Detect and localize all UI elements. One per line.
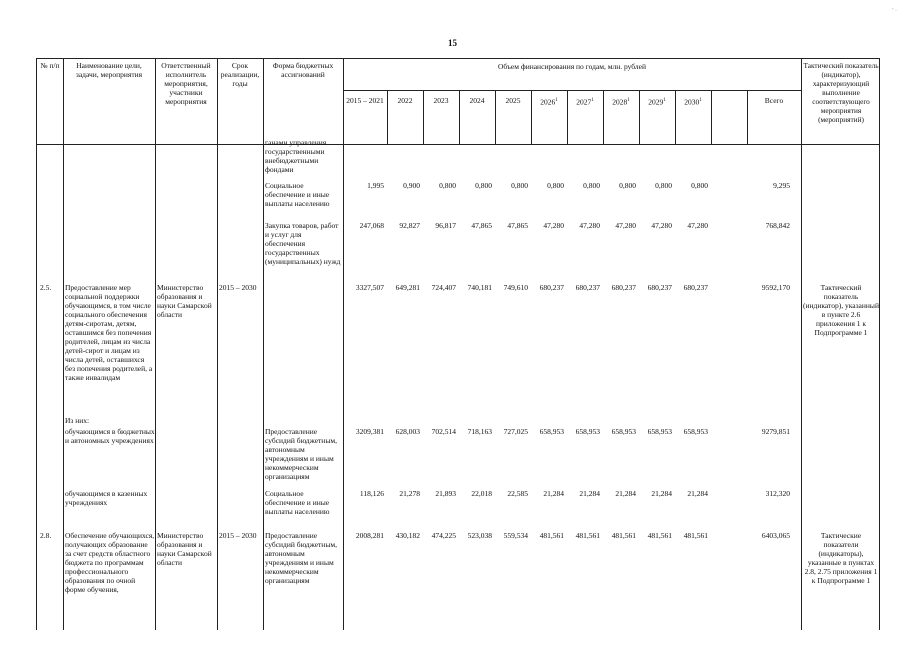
header-form: Форма бюджетных ассигнований [272, 61, 334, 79]
value-cell: 0,800 [511, 181, 528, 190]
value-cell: 0,800 [691, 181, 708, 190]
value-cell: 9,295 [773, 181, 790, 190]
value-cell: 658,953 [539, 427, 564, 436]
value-cell: 21,284 [651, 489, 672, 498]
value-cell: 727,025 [503, 427, 528, 436]
term-cell: 2015 – 2030 [219, 531, 257, 540]
indicator-cell: Тактические показатели (индикаторы), указанные в пунктах 2.8, 2.75 приложения 1 к Подпрограмме 1 [804, 531, 878, 585]
value-cell: 0,800 [439, 181, 456, 190]
form-cell: Предоставление субсидий бюджетным, автономным учреждениям и иным некоммерческим организациям [265, 531, 337, 585]
value-cell: 481,561 [539, 531, 564, 540]
value-cell: 47,280 [615, 221, 636, 230]
value-cell: 47,865 [471, 221, 492, 230]
value-cell: 1,995 [367, 181, 384, 190]
year-2022: 2022 [397, 96, 413, 105]
year-2015-2021: 2015 – 2021 [346, 96, 384, 105]
year-2025: 2025 [505, 96, 521, 105]
value-cell: 47,280 [651, 221, 672, 230]
financing-table [36, 58, 880, 658]
value-cell: 21,278 [399, 489, 420, 498]
value-cell: 47,280 [543, 221, 564, 230]
form-cell: ганами управления государственными внебюджетными фондами [265, 138, 327, 174]
header-responsible: Ответственный исполнитель мероприятия, участники мероприятия [161, 61, 211, 106]
value-cell: 118,126 [359, 489, 384, 498]
term-cell: 2015 – 2030 [219, 283, 257, 292]
table-border [36, 144, 880, 145]
value-cell: 481,561 [575, 531, 600, 540]
measure-name: Предоставление мер социальной поддержки обучающимся, в том числе социального обеспечения детям-сиротам, детям, оставшимся без попечения родителей, лицам из числа детей-сирот и лицам из числа детей, оставшихся без попечения родителей, а также инвалидам [65, 283, 153, 382]
value-cell: 21,284 [687, 489, 708, 498]
value-cell: 649,281 [395, 283, 420, 292]
value-cell: 702,514 [431, 427, 456, 436]
year-2028: 2028$^1$ [612, 97, 630, 107]
year-2030: 2030$^1$ [684, 97, 702, 107]
page-number: 15 [448, 38, 457, 48]
measure-name: обучающимся в бюджетных и автономных учреждениях [65, 427, 155, 445]
indicator-cell: Тактический показатель (индикатор), указанный в пункте 2.6 приложения 1 к Подпрограмме 1 [803, 283, 879, 337]
header-no: № п/п [40, 61, 60, 70]
value-cell: 47,865 [507, 221, 528, 230]
value-cell: 658,953 [683, 427, 708, 436]
value-cell: 6403,065 [761, 531, 790, 540]
value-cell: 724,407 [431, 283, 456, 292]
value-cell: 523,038 [467, 531, 492, 540]
value-cell: 474,225 [431, 531, 456, 540]
value-cell: 628,003 [395, 427, 420, 436]
value-cell: 22,018 [471, 489, 492, 498]
table-border [343, 90, 801, 91]
header-name: Наименование цели, задачи, мероприятия [75, 61, 143, 79]
year-2029: 2029$^1$ [648, 97, 666, 107]
value-cell: 680,237 [683, 283, 708, 292]
header-term: Срок реализации, годы [220, 61, 260, 88]
value-cell: 0,800 [547, 181, 564, 190]
form-cell: Предоставление субсидий бюджетным, автономным учреждениям и иным некоммерческим организациям [265, 427, 337, 481]
responsible-cell: Министерство образования и науки Самарской области [157, 283, 212, 319]
year-2026: 2026$^1$ [540, 97, 558, 107]
value-cell: 0,800 [619, 181, 636, 190]
value-cell: 718,163 [467, 427, 492, 436]
value-cell: 2008,281 [355, 531, 384, 540]
value-cell: 749,610 [503, 283, 528, 292]
value-cell: 768,842 [765, 221, 790, 230]
value-cell: 680,237 [575, 283, 600, 292]
table-border [36, 58, 880, 59]
scan-mark: ' · [892, 8, 897, 14]
value-cell: 680,237 [647, 283, 672, 292]
value-cell: 21,893 [435, 489, 456, 498]
year-2023: 2023 [433, 96, 449, 105]
value-cell: 658,953 [611, 427, 636, 436]
value-cell: 481,561 [611, 531, 636, 540]
form-cell: Закупка товаров, работ и услуг для обеспечения государственных (муниципальных) нужд [265, 221, 341, 266]
value-cell: 3209,381 [355, 427, 384, 436]
form-cell: Социальное обеспечение и иные выплаты населению [265, 181, 330, 208]
year-2024: 2024 [469, 96, 485, 105]
measure-name: обучающимся в казенных учреждениях [65, 489, 148, 507]
value-cell: 658,953 [575, 427, 600, 436]
year-2027: 2027$^1$ [576, 97, 594, 107]
form-cell: Социальное обеспечение и иные выплаты населению [265, 489, 330, 516]
value-cell: 21,284 [579, 489, 600, 498]
measure-name: Обеспечение обучающихся, получающих образование за счет средств областного бюджета по программам профессионального образования по очной форме обучения, [65, 531, 155, 594]
header-indicator: Тактический показатель (индикатор), характеризующий выполнение соответствующего мероприятия (мероприятий) [803, 61, 879, 124]
value-cell: 658,953 [647, 427, 672, 436]
value-cell: 47,280 [579, 221, 600, 230]
value-cell: 47,280 [687, 221, 708, 230]
header-volume: Объем финансирования по годам, млн. рублей [497, 62, 647, 71]
iz-nih-label: Из них: [65, 416, 90, 425]
value-cell: 680,237 [539, 283, 564, 292]
responsible-cell: Министерство образования и науки Самарской области [157, 531, 212, 567]
value-cell: 481,561 [647, 531, 672, 540]
value-cell: 9592,170 [761, 283, 790, 292]
value-cell: 481,561 [683, 531, 708, 540]
value-cell: 21,284 [615, 489, 636, 498]
value-cell: 559,534 [503, 531, 528, 540]
value-cell: 0,900 [403, 181, 420, 190]
table-border [711, 90, 712, 144]
value-cell: 0,800 [475, 181, 492, 190]
value-cell: 9279,851 [761, 427, 790, 436]
value-cell: 740,181 [467, 283, 492, 292]
value-cell: 92,827 [399, 221, 420, 230]
value-cell: 3327,507 [355, 283, 384, 292]
value-cell: 430,182 [395, 531, 420, 540]
row-number: 2.5. [40, 283, 52, 292]
value-cell: 247,068 [359, 221, 384, 230]
value-cell: 21,284 [543, 489, 564, 498]
year-total: Всего [764, 96, 784, 105]
row-number: 2.8. [40, 531, 52, 540]
value-cell: 0,800 [583, 181, 600, 190]
value-cell: 22,585 [507, 489, 528, 498]
value-cell: 0,800 [655, 181, 672, 190]
value-cell: 680,237 [611, 283, 636, 292]
value-cell: 96,817 [435, 221, 456, 230]
value-cell: 312,320 [765, 489, 790, 498]
